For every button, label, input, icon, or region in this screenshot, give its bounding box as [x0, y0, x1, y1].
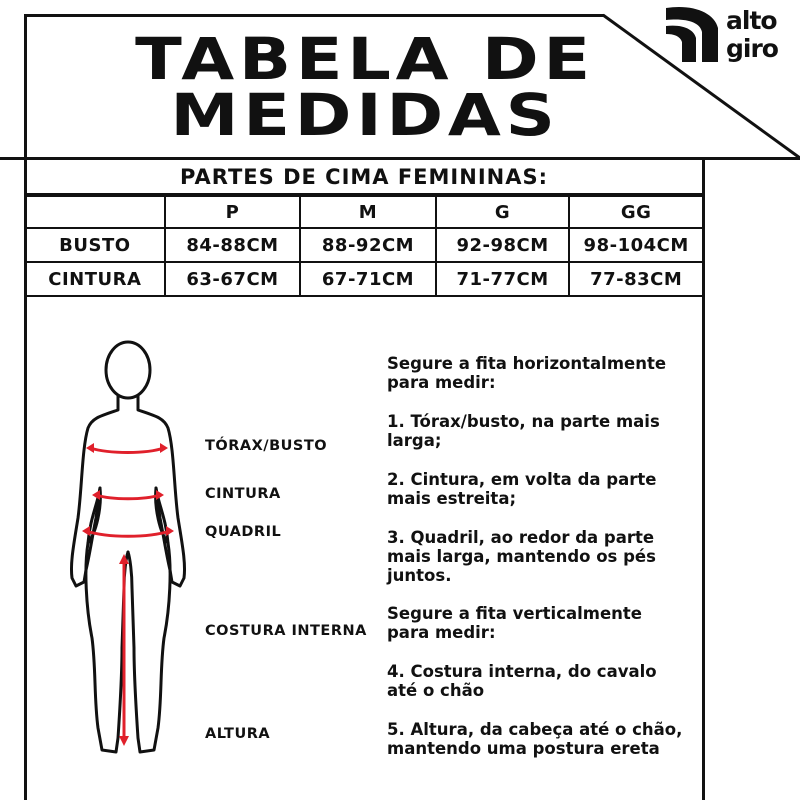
label-cintura: CINTURA: [205, 486, 281, 502]
table-header-row: [25, 196, 703, 228]
header-cell: M: [300, 196, 436, 228]
brand-line-2: giro: [726, 34, 778, 63]
page-title-line-2: MEDIDAS: [170, 81, 560, 149]
table-cell: 88-92CM: [300, 228, 436, 262]
instruction-item-1: 1. Tórax/busto, na parte mais: [387, 412, 660, 431]
instruction-item-1b: larga;: [387, 431, 442, 450]
brand-line-1: alto: [726, 6, 777, 35]
body-figure-icon: [60, 338, 210, 768]
row-label: BUSTO: [25, 228, 165, 262]
table-cell: 77-83CM: [569, 262, 703, 296]
size-table: [24, 195, 704, 297]
table-row: [25, 228, 703, 262]
label-altura: ALTURA: [205, 726, 271, 742]
instruction-vertical-2: para medir:: [387, 623, 496, 642]
table-cell: 92-98CM: [436, 228, 570, 262]
instruction-item-2: 2. Cintura, em volta da parte: [387, 470, 657, 489]
table-subtitle: PARTES DE CIMA FEMININAS:: [180, 165, 548, 189]
table-row: [25, 262, 703, 296]
instruction-item-4b: até o chão: [387, 681, 485, 700]
instruction-item-2b: mais estreita;: [387, 489, 517, 508]
table-cell: 98-104CM: [569, 228, 703, 262]
instruction-horizontal-1: Segure a fita horizontalmente: [387, 354, 667, 373]
header-cell: GG: [569, 196, 703, 228]
table-cell: 84-88CM: [165, 228, 301, 262]
instruction-horizontal-2: para medir:: [387, 373, 496, 392]
header-cell: G: [436, 196, 570, 228]
instruction-item-3: 3. Quadril, ao redor da parte: [387, 528, 655, 547]
label-quadril: QUADRIL: [205, 524, 282, 540]
header-cell: P: [165, 196, 301, 228]
instruction-item-5b: mantendo uma postura ereta: [387, 739, 660, 758]
label-torax: TÓRAX/BUSTO: [205, 438, 328, 454]
instruction-item-5: 5. Altura, da cabeça até o chão,: [387, 720, 683, 739]
label-costura-interna: COSTURA INTERNA: [205, 623, 367, 639]
instruction-item-4: 4. Costura interna, do cavalo: [387, 662, 657, 681]
header-cell: [25, 196, 165, 228]
row-label: CINTURA: [25, 262, 165, 296]
instruction-item-3b: mais larga, mantendo os pés: [387, 547, 656, 566]
table-cell: 67-71CM: [300, 262, 436, 296]
instruction-item-3c: juntos.: [387, 566, 452, 585]
table-cell: 63-67CM: [165, 262, 301, 296]
instruction-vertical-1: Segure a fita verticalmente: [387, 604, 642, 623]
page-title-line-1: TABELA DE: [135, 25, 595, 93]
table-cell: 71-77CM: [436, 262, 570, 296]
